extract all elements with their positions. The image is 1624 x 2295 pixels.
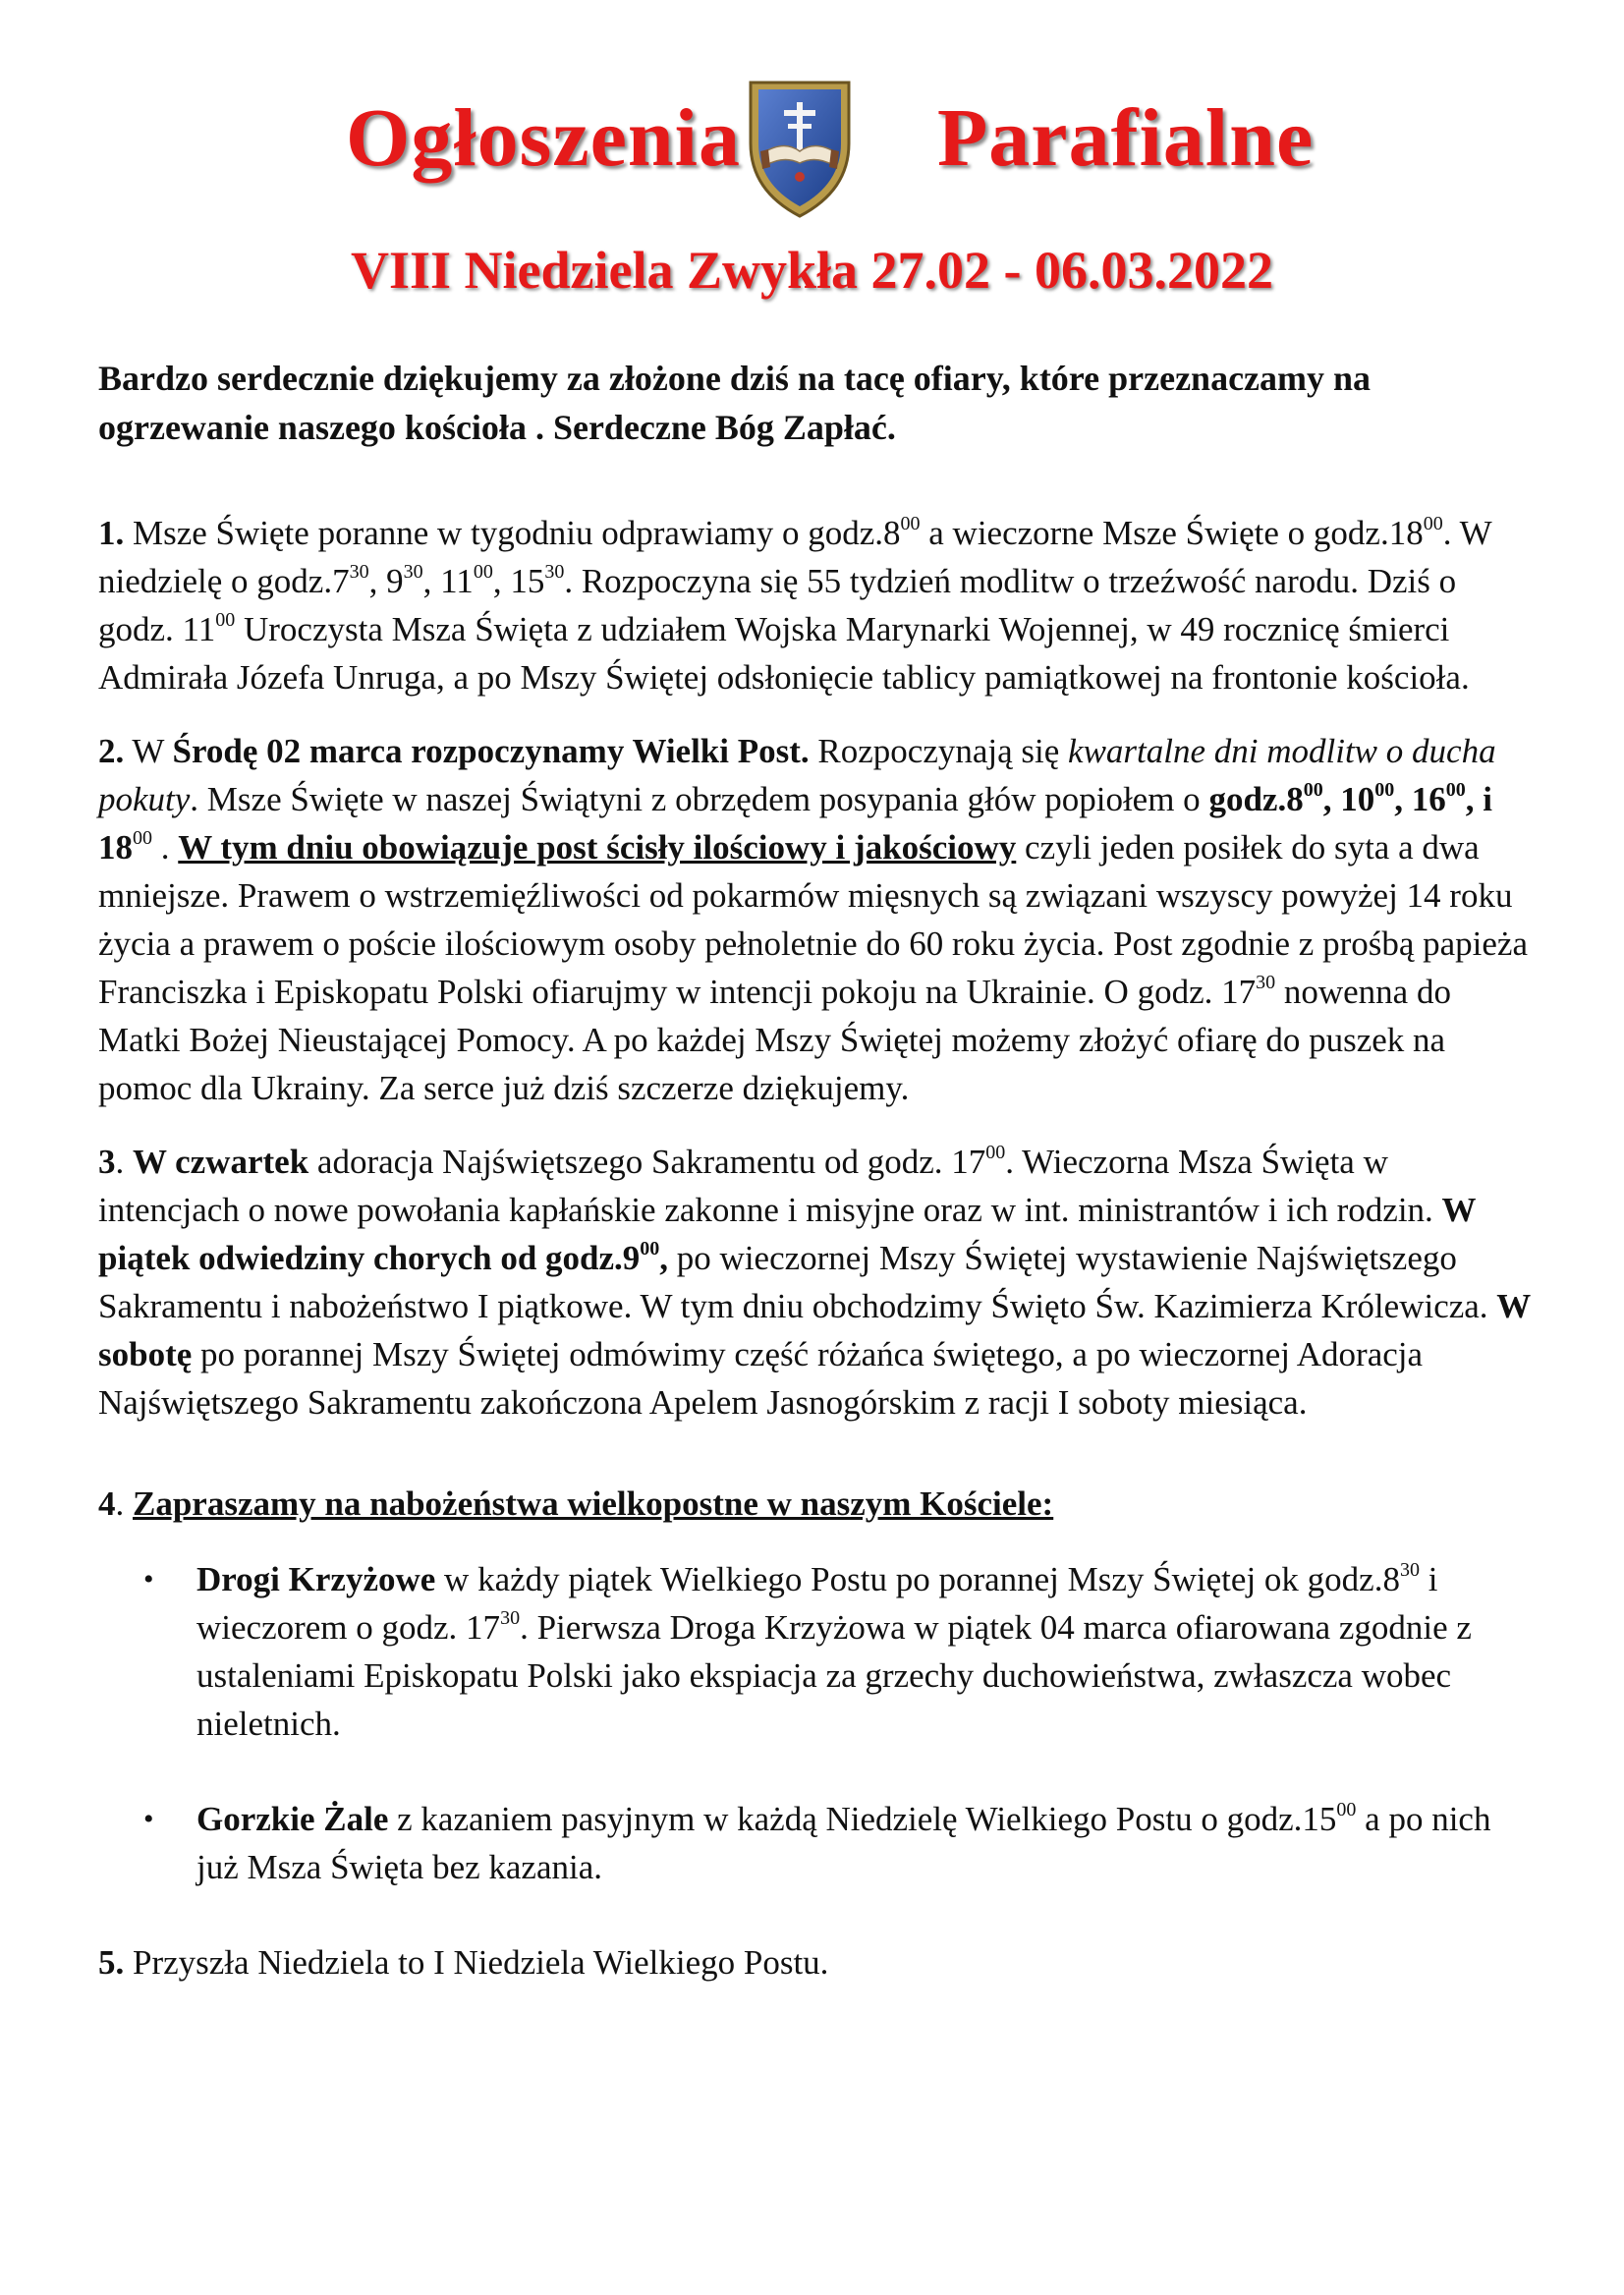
time-minutes: 00: [1445, 779, 1466, 802]
franciscan-shield-emblem-icon: [745, 75, 855, 222]
text: . Pierwsza Droga Krzyżowa w piątek 04 marca ofiarowana zgodnie z ustaleniami Episkopatu Polski jako ekspiacja za grzechy duchowieństwa, zwłaszcza wobec nieletnich.: [196, 1608, 1472, 1743]
text: , 15: [492, 562, 545, 600]
bold-text: godz.8: [1208, 780, 1304, 818]
title-right: Parafialne: [937, 92, 1315, 184]
text: a po nich już Msza Święta bez kazania.: [196, 1800, 1491, 1886]
announcement-2: [98, 727, 1533, 1112]
text: , 11: [422, 562, 474, 600]
time-minutes: 00: [215, 609, 236, 632]
text: nowenna do Matki Bożej Nieustającej Pomocy. A po każdej Mszy Świętej możemy złożyć ofiarę do puszek na pomoc dla Ukrainy. Za serce już dziś szczerze dziękujemy.: [98, 973, 1451, 1107]
item-number: 3: [98, 1143, 116, 1181]
text: W: [124, 732, 173, 770]
time-minutes: 00: [1303, 779, 1323, 802]
announcement-4-heading: [98, 1480, 1533, 1528]
italic-text: kwartalne dni modlitw o ducha pokuty: [98, 732, 1496, 818]
item-number: 1.: [98, 514, 125, 552]
text: Uroczysta Msza Święta z udziałem Wojska Marynarki Wojennej, w 49 rocznicę śmierci Admirała Józefa Unruga, a po Mszy Świętej odsłonięcie tablicy pamiątkowej na frontonie kościoła.: [98, 610, 1470, 697]
time-minutes: 30: [1256, 972, 1276, 994]
text: czyli jeden posiłek do syta a dwa mniejsze. Prawem o wstrzemięźliwości od pokarmów mięsnych są związani wszyscy powyżej 14 roku życia a prawem o poście ilościowym osoby pełnoletnie do 60 roku życia. Post zgodnie z prośbą papieża Franciszka i Episkopatu Polski ofiarujmy w intencji pokoju na Ukrainie. O godz. 17: [98, 828, 1528, 1011]
text: . Wieczorna Msza Święta w intencjach o nowe powołania kapłańskie zakonne i misyjne oraz w int. ministrantów i ich rodzin.: [98, 1143, 1442, 1229]
time-minutes: 00: [133, 827, 152, 850]
text: z kazaniem pasyjnym w każdą Niedzielę Wielkiego Postu o godz.15: [388, 1800, 1337, 1838]
announcement-1: [98, 509, 1533, 701]
text: .: [115, 1143, 133, 1181]
bullet-icon: •: [143, 1803, 154, 1835]
text: , 9: [368, 562, 404, 600]
underlined-bold-text: W tym dniu obowiązuje post ścisły ilościowy i jakościowy: [178, 828, 1017, 867]
title-left: Ogłoszenia: [346, 92, 741, 184]
time-minutes: 00: [1336, 1799, 1357, 1821]
text: po wieczornej Mszy Świętej wystawienie Najświętszego Sakramentu i nabożeństwo I piątkowe. W tym dniu obchodzimy Święto Św. Kazimierza Królewicza.: [98, 1239, 1497, 1325]
text: . W niedzielę o godz.7: [98, 514, 1491, 600]
text: i wieczorem o godz. 17: [196, 1560, 1438, 1647]
text: w każdy piątek Wielkiego Postu po porannej Mszy Świętej ok godz.8: [435, 1560, 1400, 1598]
bold-text: , i 18: [98, 780, 1492, 867]
announcement-3: [98, 1138, 1533, 1427]
bold-text: W czwartek: [133, 1143, 309, 1181]
bold-text: Drogi Krzyżowe: [196, 1560, 436, 1598]
time-minutes: 30: [349, 561, 369, 584]
bullet-icon: •: [143, 1563, 154, 1595]
intro-paragraph: Bardzo serdecznie dziękujemy za złożone dziś na tacę ofiary, które przeznaczamy na ogrzewanie naszego kościoła . Serdeczne Bóg Zapłać.: [98, 359, 1372, 447]
time-minutes: 00: [985, 1142, 1006, 1164]
lent-services-list: [98, 1555, 1533, 1891]
time-minutes: 00: [473, 561, 493, 584]
time-minutes: 30: [544, 561, 565, 584]
bold-text: , 10: [1322, 780, 1375, 818]
bold-text: Środę 02 marca rozpoczynamy Wielki Post.: [172, 732, 810, 770]
item-number: 2.: [98, 732, 125, 770]
text: .: [115, 1484, 133, 1523]
time-minutes: 00: [900, 513, 921, 535]
header: [0, 69, 1624, 236]
text: Rozpoczynają się: [809, 732, 1069, 770]
time-minutes: 30: [1399, 1559, 1420, 1582]
time-minutes: 00: [1423, 513, 1443, 535]
text: . Rozpoczyna się 55 tydzień modlitw o trzeźwość narodu. Dziś o godz. 11: [98, 562, 1457, 648]
time-minutes: 30: [500, 1607, 521, 1630]
text: .: [152, 828, 179, 867]
list-item: [143, 1795, 1533, 1891]
subtitle: VIII Niedziela Zwykła 27.02 - 06.03.2022: [350, 241, 1273, 300]
bold-text: Gorzkie Żale: [196, 1800, 389, 1838]
bold-text: W sobotę: [98, 1287, 1531, 1373]
underlined-bold-text: Zapraszamy na nabożeństwa wielkopostne w naszym Kościele:: [133, 1484, 1054, 1523]
text: . Msze Święte w naszej Świątyni z obrzędem posypania głów popiołem o: [190, 780, 1209, 818]
bold-text: ,: [659, 1239, 669, 1277]
text: Przyszła Niedziela to I Niedziela Wielkiego Postu.: [124, 1943, 829, 1982]
text: a wieczorne Msze Święte o godz.18: [920, 514, 1424, 552]
time-minutes: 00: [640, 1238, 660, 1260]
text: po porannej Mszy Świętej odmówimy część różańca świętego, a po wieczornej Adoracja Najświętszego Sakramentu zakończona Apelem Jasnogórskim z racji I soboty miesiąca.: [98, 1335, 1424, 1422]
item-number: 4: [98, 1484, 116, 1523]
announcement-5: [98, 1938, 1533, 1987]
text: Msze Święte poranne w tygodniu odprawiamy o godz.8: [124, 514, 901, 552]
bold-text: W piątek odwiedziny chorych od godz.9: [98, 1191, 1476, 1277]
list-item: [143, 1555, 1533, 1748]
item-number: 5.: [98, 1943, 125, 1982]
text: adoracja Najświętszego Sakramentu od godz. 17: [308, 1143, 986, 1181]
bold-text: , 16: [1394, 780, 1446, 818]
announcements-body: [98, 354, 1533, 2012]
time-minutes: 30: [403, 561, 423, 584]
time-minutes: 00: [1374, 779, 1395, 802]
